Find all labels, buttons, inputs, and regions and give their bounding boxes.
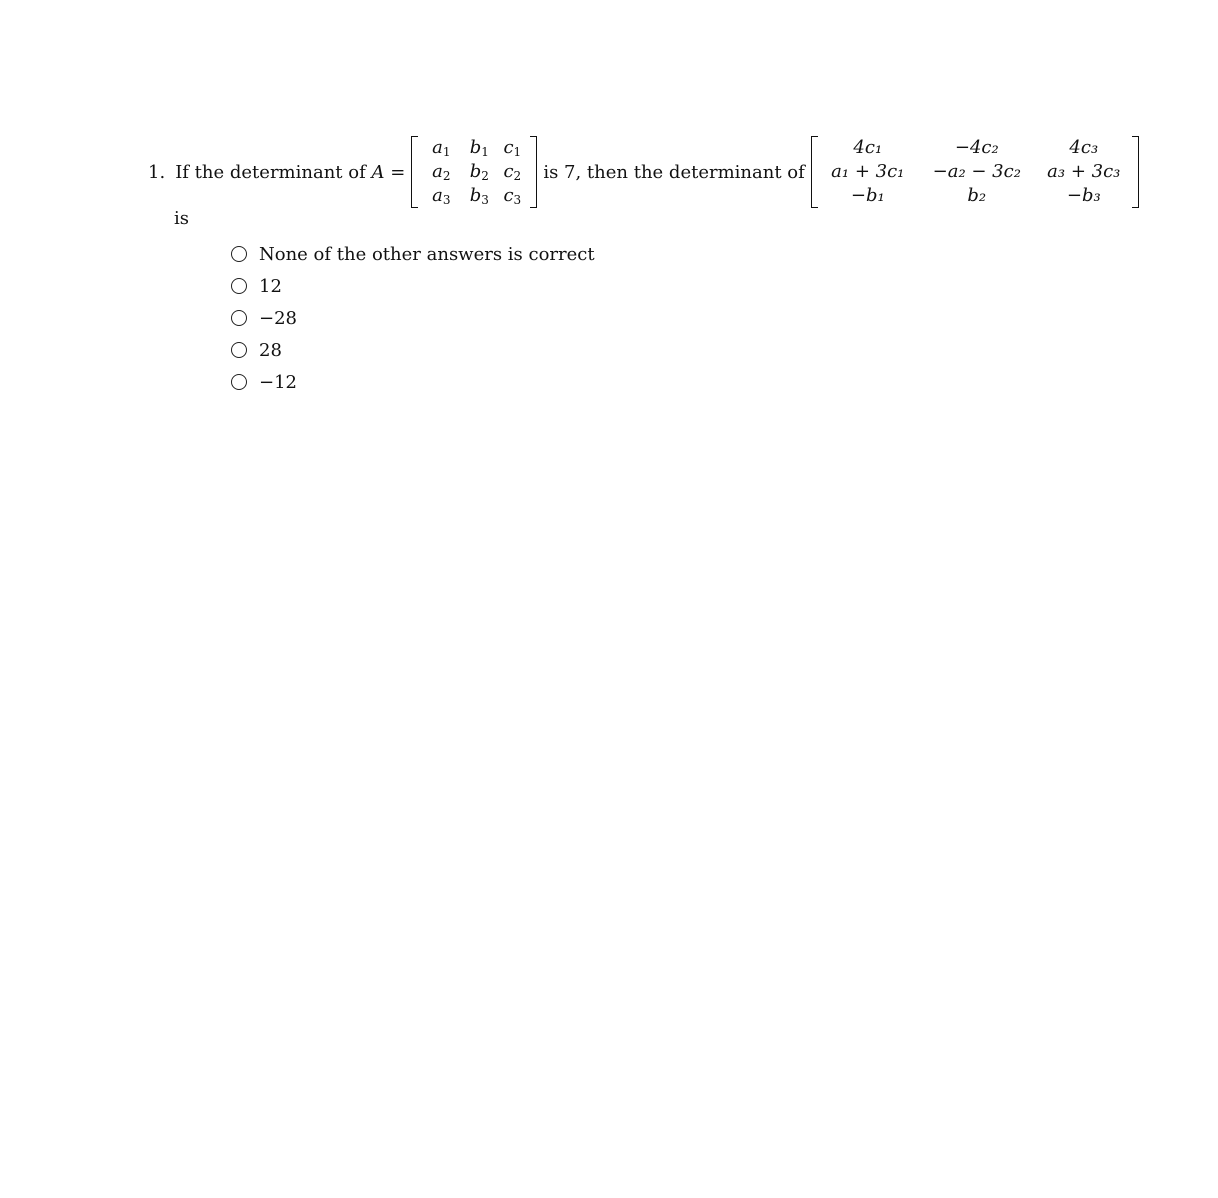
matrix-a-cell bbox=[498, 160, 526, 184]
matrix-a-cell-var: a bbox=[432, 185, 443, 206]
matrix-a-left-bracket bbox=[411, 136, 418, 208]
matrix-a-cell-sub: 2 bbox=[513, 169, 522, 183]
equals-sign: = bbox=[390, 161, 406, 183]
answer-option-label: 12 bbox=[259, 275, 282, 297]
answer-option[interactable] bbox=[231, 366, 595, 398]
answer-option-label: −12 bbox=[259, 371, 297, 393]
matrix-b-left-bracket bbox=[811, 136, 818, 208]
matrix-b-grid bbox=[818, 136, 1132, 208]
matrix-b-right-bracket bbox=[1132, 136, 1139, 208]
answer-option[interactable] bbox=[231, 334, 595, 366]
matrix-a-cell bbox=[422, 184, 460, 208]
matrix-b-cell: 4c₁ bbox=[853, 137, 883, 158]
matrix-a-cell-var: b bbox=[469, 137, 482, 158]
answer-option-label: None of the other answers is correct bbox=[259, 243, 595, 265]
matrix-a-cell-sub: 1 bbox=[481, 145, 489, 159]
matrix-b-cell: −4c₂ bbox=[954, 137, 999, 158]
question-text-after: is bbox=[174, 208, 189, 229]
answer-option-label: 28 bbox=[259, 339, 282, 361]
matrix-b-cell: b₂ bbox=[967, 185, 987, 206]
matrix-a-cell bbox=[498, 136, 526, 160]
matrix-a-cell bbox=[460, 184, 498, 208]
question-text-before: If the determinant of bbox=[175, 161, 366, 183]
matrix-b-cell: a₃ + 3c₃ bbox=[1047, 161, 1121, 182]
radio-button[interactable] bbox=[231, 342, 247, 358]
matrix-a-cell-sub: 3 bbox=[442, 193, 451, 207]
answer-option[interactable] bbox=[231, 302, 595, 334]
matrix-a-cell bbox=[460, 136, 498, 160]
matrix-a-grid bbox=[418, 136, 530, 208]
matrix-a-cell-var: c bbox=[503, 185, 514, 206]
radio-button[interactable] bbox=[231, 278, 247, 294]
matrix-a-cell-sub: 1 bbox=[513, 145, 522, 159]
matrix-a-right-bracket bbox=[530, 136, 537, 208]
matrix-b-cell: −a₂ − 3c₂ bbox=[932, 161, 1021, 182]
matrix-a-cell-var: c bbox=[503, 161, 514, 182]
matrix-a-cell-sub: 2 bbox=[481, 169, 489, 183]
radio-button[interactable] bbox=[231, 246, 247, 262]
matrix-b bbox=[811, 136, 1139, 208]
matrix-a-cell-var: b bbox=[469, 161, 482, 182]
matrix-b-cell: −b₃ bbox=[1066, 185, 1101, 206]
matrix-b-cell: 4c₃ bbox=[1069, 137, 1099, 158]
matrix-a-cell-sub: 2 bbox=[442, 169, 451, 183]
matrix-a-cell-sub: 3 bbox=[481, 193, 489, 207]
answer-option[interactable] bbox=[231, 238, 595, 270]
matrix-a-cell bbox=[498, 184, 526, 208]
question-line bbox=[148, 136, 1145, 208]
matrix-a-cell-var: a bbox=[432, 137, 443, 158]
matrix-a-cell-sub: 3 bbox=[513, 193, 522, 207]
matrix-a bbox=[411, 136, 537, 208]
matrix-a-cell-var: a bbox=[432, 161, 443, 182]
answer-options bbox=[231, 238, 595, 398]
matrix-a-cell-var: b bbox=[469, 185, 482, 206]
matrix-a-cell bbox=[460, 160, 498, 184]
matrix-a-cell bbox=[422, 136, 460, 160]
matrix-a-cell bbox=[422, 160, 460, 184]
answer-option[interactable] bbox=[231, 270, 595, 302]
matrix-name: A bbox=[371, 161, 385, 183]
question-text-middle: is 7, then the determinant of bbox=[543, 161, 805, 183]
answer-option-label: −28 bbox=[259, 307, 297, 329]
matrix-a-cell-sub: 1 bbox=[442, 145, 451, 159]
radio-button[interactable] bbox=[231, 310, 247, 326]
question-number: 1. bbox=[148, 161, 166, 183]
radio-button[interactable] bbox=[231, 374, 247, 390]
matrix-a-cell-var: c bbox=[503, 137, 514, 158]
matrix-b-cell: a₁ + 3c₁ bbox=[831, 161, 905, 182]
matrix-b-cell: −b₁ bbox=[850, 185, 885, 206]
